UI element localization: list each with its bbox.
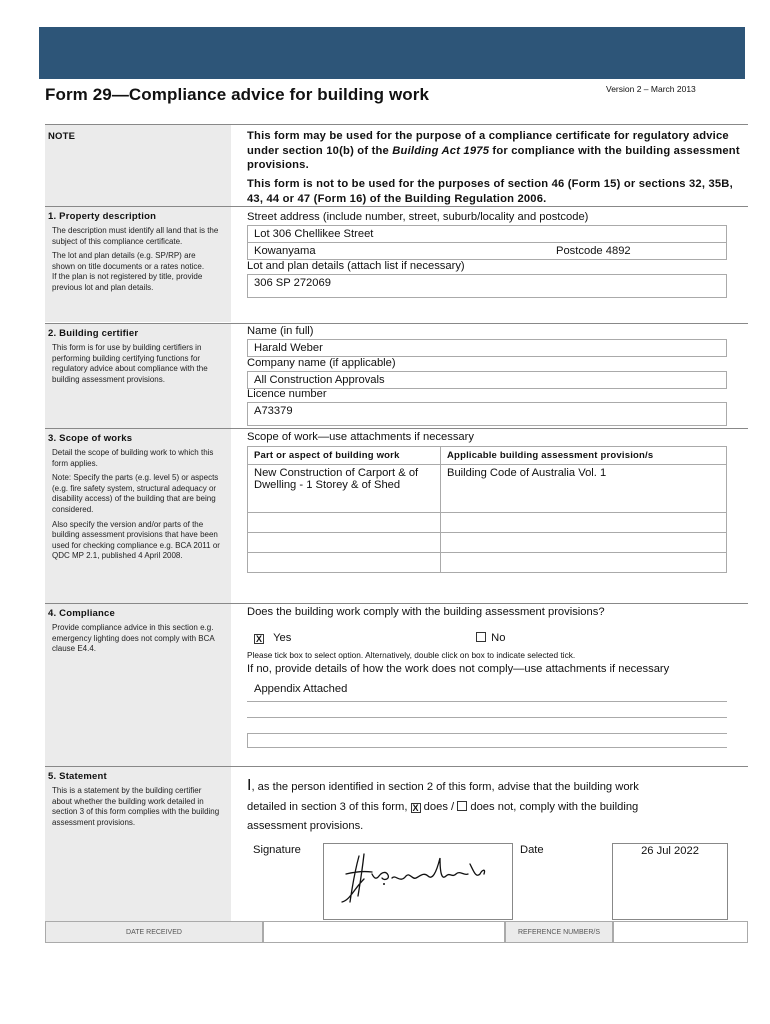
- statement-line-2: [247, 801, 638, 813]
- does-not-checkbox[interactable]: [457, 801, 467, 811]
- statement-note: This is a statement by the building certifier about whether the building work detailed in section 3 of this form complies with the building assessment provisions.: [52, 786, 220, 827]
- scope-empty-cell[interactable]: [248, 553, 441, 573]
- divider: [45, 323, 748, 324]
- scope-part-cell[interactable]: New Construction of Carport & of Dwelling - 1 Storey & of Shed: [248, 465, 441, 513]
- scope-provision-cell[interactable]: Building Code of Australia Vol. 1: [441, 465, 727, 513]
- lot-plan-field[interactable]: [247, 274, 727, 298]
- compliance-section-notes: [45, 604, 231, 766]
- details-line: [247, 702, 727, 718]
- property-note-2: The lot and plan details (e.g. SP/RP) are shown on title documents or a rates notice.: [52, 251, 205, 271]
- scope-note-3: Also specify the version and/or parts of the building assessment provisions that have been used for checking compliance e.g. BCA 2011 or QDC MP 2.1, published 4 April 2008.: [52, 519, 220, 561]
- address-line2-value: Kowanyama: [254, 245, 316, 257]
- scope-label: Scope of work—use attachments if necessary: [247, 431, 474, 443]
- form-version: Version 2 – March 2013: [606, 84, 696, 94]
- compliance-note: Provide compliance advice in this section e.g. emergency lighting does not comply with BCA clause E4.4.: [52, 623, 215, 654]
- scope-col-provision-header: Applicable building assessment provision/s: [441, 447, 727, 465]
- scope-empty-cell[interactable]: [248, 513, 441, 533]
- statement-text-1: , as the person identified in section 2 of this form, advise that the building work: [251, 781, 639, 793]
- scope-section-notes: [45, 429, 231, 603]
- scope-note-2: Note: Specify the parts (e.g. level 5) or aspects (e.g. fire safety system, structural adequacy or disability access) of the building that are being considered.: [52, 473, 219, 514]
- statement-does-label: does /: [423, 801, 458, 813]
- does-checkbox[interactable]: X: [412, 803, 419, 813]
- tick-hint: Please tick box to select option. Alternatively, double click on box to indicate selected tick.: [247, 650, 576, 660]
- scope-note-1: Detail the scope of building work to which this form applies.: [52, 448, 214, 468]
- company-field[interactable]: [247, 371, 727, 389]
- no-checkbox[interactable]: [476, 632, 486, 642]
- name-value: Harald Weber: [254, 342, 323, 354]
- certifier-section-notes: [45, 324, 231, 428]
- name-field[interactable]: [247, 339, 727, 357]
- table-row: [248, 533, 727, 553]
- scope-empty-cell[interactable]: [441, 513, 727, 533]
- date-received-field[interactable]: [263, 921, 505, 943]
- yes-label: Yes: [273, 632, 292, 644]
- note-label: NOTE: [48, 131, 76, 142]
- scope-col-part-header: Part or aspect of building work: [248, 447, 441, 465]
- no-label: No: [491, 632, 506, 644]
- table-row: [248, 513, 727, 533]
- address-label: Street address (include number, street, suburb/locality and postcode): [247, 211, 589, 223]
- scope-empty-cell[interactable]: [441, 533, 727, 553]
- scope-title: 3. Scope of works: [48, 433, 133, 444]
- note-line1-end: for compliance with the building assessment provisions.: [247, 144, 740, 171]
- scope-table: [247, 446, 727, 573]
- divider: [45, 428, 748, 429]
- company-label: Company name (if applicable): [247, 357, 396, 369]
- statement-line-3: assessment provisions.: [247, 820, 364, 832]
- yes-checkbox[interactable]: X: [255, 634, 262, 644]
- lot-label: Lot and plan details (attach list if necessary): [247, 260, 465, 272]
- property-note-1: The description must identify all land that is the subject of this compliance certificate.: [52, 226, 219, 246]
- details-label: If no, provide details of how the work does not comply—use attachments if necessary: [247, 663, 670, 675]
- licence-field[interactable]: [247, 402, 727, 426]
- note-text-1: [247, 129, 747, 173]
- statement-text-2c: does not, comply with the building: [470, 801, 639, 813]
- certifier-note: This form is for use by building certifiers in performing building certifying functions for regulatory advice about compliance with the building assessment provisions.: [52, 343, 208, 384]
- address-line1-field[interactable]: [247, 225, 727, 243]
- statement-title: 5. Statement: [48, 771, 107, 782]
- divider: [45, 766, 748, 767]
- property-note-3: If the plan is not registered by title, provide previous lot and plan details.: [52, 272, 203, 292]
- divider: [45, 124, 748, 125]
- date-received-label: DATE RECEIVED: [45, 921, 263, 943]
- note-section-label: [45, 125, 231, 207]
- certifier-title: 2. Building certifier: [48, 328, 139, 339]
- licence-value: A73379: [254, 405, 293, 417]
- details-line: [247, 734, 727, 748]
- note-act: Building Act 1975: [392, 144, 490, 157]
- reference-number-label: REFERENCE NUMBER/S: [505, 921, 613, 943]
- statement-section-notes: [45, 767, 231, 921]
- compliance-title: 4. Compliance: [48, 608, 116, 619]
- reference-number-field[interactable]: [613, 921, 748, 943]
- signature-box[interactable]: [323, 843, 513, 920]
- signature-image: [324, 844, 512, 919]
- compliance-question: Does the building work comply with the building assessment provisions?: [247, 606, 605, 618]
- scope-empty-cell[interactable]: [441, 553, 727, 573]
- date-value: 26 Jul 2022: [641, 845, 699, 857]
- postcode-value: Postcode 4892: [556, 245, 631, 257]
- statement-line-1: [247, 777, 639, 795]
- details-field[interactable]: [247, 683, 727, 749]
- form-title: Form 29—Compliance advice for building work: [45, 85, 430, 104]
- no-option[interactable]: [476, 632, 505, 644]
- address-line1-value: Lot 306 Chellikee Street: [254, 228, 374, 240]
- date-label: Date: [520, 844, 544, 856]
- note-text-2: This form is not to be used for the purposes of section 46 (Form 15) or sections 32, 35B, 43, 44 or 47 (Form 16) of the Building Regulation 2006.: [247, 178, 733, 205]
- company-value: All Construction Approvals: [254, 374, 385, 386]
- property-title: 1. Property description: [48, 211, 157, 222]
- property-section-notes: [45, 207, 231, 322]
- date-field[interactable]: [612, 843, 728, 920]
- header-banner: [39, 27, 745, 79]
- name-label: Name (in full): [247, 325, 314, 337]
- statement-text-2a: detailed in section 3 of this form,: [247, 801, 411, 813]
- table-row: [248, 465, 727, 513]
- details-value: Appendix Attached: [247, 683, 727, 702]
- scope-empty-cell[interactable]: [248, 533, 441, 553]
- statement-big-i: I: [247, 777, 252, 794]
- lot-plan-value: 306 SP 272069: [254, 277, 331, 289]
- address-line2-field[interactable]: [247, 242, 727, 260]
- table-row: [248, 553, 727, 573]
- yes-option[interactable]: [254, 632, 291, 644]
- divider: [45, 603, 748, 604]
- details-line: [247, 718, 727, 734]
- licence-label: Licence number: [247, 388, 327, 400]
- note-line1-start: This form may be used for the purpose of a compliance certificate for regulatory advice under section 10(b) of the: [247, 130, 729, 157]
- divider: [45, 206, 748, 207]
- signature-label: Signature: [253, 844, 301, 856]
